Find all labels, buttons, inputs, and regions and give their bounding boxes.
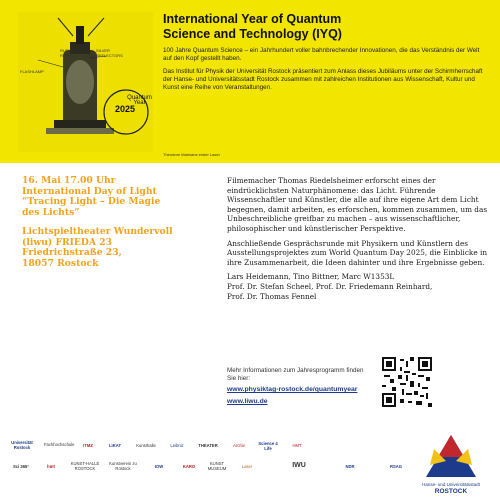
photo-label-ruby: RUBY bbox=[60, 48, 72, 53]
quantumyear-link[interactable]: www.physiktag-rostock.de/quantumyear bbox=[227, 386, 358, 393]
qr-code[interactable] bbox=[382, 357, 432, 407]
laser-photo bbox=[18, 12, 153, 152]
event-info bbox=[22, 176, 197, 269]
participants bbox=[227, 272, 489, 301]
event-venue-3: Friedrichstraße 23, bbox=[22, 247, 122, 258]
event-title-1: International Day of Light bbox=[22, 185, 157, 197]
logo-karo: KARO bbox=[182, 464, 196, 469]
city-crest-icon bbox=[416, 431, 486, 481]
yellow-banner bbox=[0, 0, 500, 163]
event-venue-4: 18057 Rostock bbox=[22, 257, 99, 269]
participants-line-2: Prof. Dr. Stefan Scheel, Prof. Dr. Friedemann Reinhard, bbox=[227, 281, 433, 291]
event-date: 16. Mai 17.00 Uhr bbox=[22, 175, 116, 186]
logo-kunstverein: Kunstverein zu Rostock bbox=[109, 461, 137, 471]
intro-title bbox=[163, 12, 488, 42]
logo-itmz: ITMZ bbox=[83, 443, 93, 448]
liwu-link[interactable]: www.liwu.de bbox=[227, 398, 268, 405]
logo-hmt-small: hmt bbox=[47, 464, 55, 469]
city-logo bbox=[416, 431, 486, 499]
photo-caption: Theodore Maimans erster Laser bbox=[163, 152, 220, 157]
photo-label-flashlamp: FLASHLAMP bbox=[20, 69, 44, 74]
photo-label-silver: SILVER bbox=[96, 48, 110, 53]
photo-label-rod: ROD bbox=[60, 53, 69, 58]
more-info-text: Mehr Informationen zum Jahresprogramm finden Sie hier: bbox=[227, 367, 364, 382]
logo-likat: LIKAT bbox=[108, 443, 122, 448]
logo-science4life: Science 4 Life bbox=[258, 441, 278, 451]
logo-iwu: IWU bbox=[292, 462, 306, 469]
event-title-3: des Lichts” bbox=[22, 206, 80, 218]
event-venue-2: (liwu) FRIEDA 23 bbox=[22, 236, 112, 248]
event-description bbox=[227, 176, 489, 306]
intro-paragraph-2: Das Institut für Physik der Universität Rostock präsentiert zum Anlass dieses Jubiläums unter der Schirmherrschaft der Hanse- und Universitätsstadt Rostock zusammen mit zahlreichen Institutionen aus Wissenschaft, Kultur und Kunst eine Reihe von Veranstaltungen. bbox=[163, 68, 483, 91]
event-venue-1: Lichtspieltheater Wundervoll bbox=[22, 226, 173, 237]
participants-line-3: Prof. Dr. Thomas Fennel bbox=[227, 291, 317, 301]
logo-rsag: RSAG bbox=[389, 464, 403, 469]
event-title-2: “Tracing Light – Die Magie bbox=[22, 196, 161, 207]
logo-uni-rostock: Universität Rostock bbox=[11, 440, 33, 450]
logo-kunsthalle: Kunsthalle bbox=[136, 443, 156, 448]
description-paragraph-1: Filmemacher Thomas Riedelsheimer erforscht eines der eindrücklichsten Naturphänomene: das Licht. Führende Wissenschaftler und Künstler, die alle auf ihre eigene Art dem Licht begegnen, damit arbeiten, es erforschen, kommen zusammen, um das Unbeschreibliche greifbar zu machen – aus wissenschaftlicher, philosophischer und künstlerischer Perspektive. bbox=[227, 176, 488, 233]
logo-theater: THEATER bbox=[198, 443, 218, 448]
logo-kunstmuseum: KUNST MUSEUM bbox=[207, 461, 227, 471]
logo-iow: IOW bbox=[154, 464, 164, 469]
logo-leibniz: Leibniz bbox=[170, 443, 184, 448]
intro-title-line1: International Year of Quantum bbox=[163, 12, 342, 26]
city-name-line2: ROSTOCK bbox=[434, 488, 468, 495]
quantum-year-text: Quantum Year bbox=[127, 95, 152, 106]
participants-line-1: Lars Heidemann, Tino Bittner, Marc W1353L bbox=[227, 272, 395, 282]
city-name-line1: Hanse- und Universitätsstadt bbox=[422, 482, 480, 487]
logo-ndr: NDR bbox=[345, 464, 355, 469]
description-paragraph-2: Anschließende Gesprächsrunde mit Physikern und Künstlern des Ausstellungsprojektes zum World Quantum Day 2025, die Einblicke in ihre Zusammenarbeit, die Ideen dahinter und ihre Ergebnisse geben. bbox=[227, 238, 488, 267]
photo-label-reflectors: REFLECTORS bbox=[96, 53, 123, 58]
logo-archiv: Archiv bbox=[233, 443, 245, 448]
intro-block bbox=[163, 12, 488, 92]
intro-paragraph-1: 100 Jahre Quantum Science – ein Jahrhundert voller bahnbrechender Innovationen, die das Verständnis der Welt auf den Kopf gestellt haben. bbox=[163, 47, 480, 62]
logo-hmt: HMT bbox=[292, 443, 302, 448]
logo-kunsthalle-rostock: KUNST-HALLE ROSTOCK bbox=[70, 461, 100, 471]
intro-title-line2: Science and Technology (IYQ) bbox=[163, 27, 342, 41]
logo-fachhochschule: Fachhochschule bbox=[44, 442, 75, 447]
logo-sci365: Sci 365° bbox=[12, 464, 30, 469]
quantum-year-number: 2025 bbox=[115, 104, 136, 114]
logo-laser: Laser bbox=[241, 464, 253, 469]
